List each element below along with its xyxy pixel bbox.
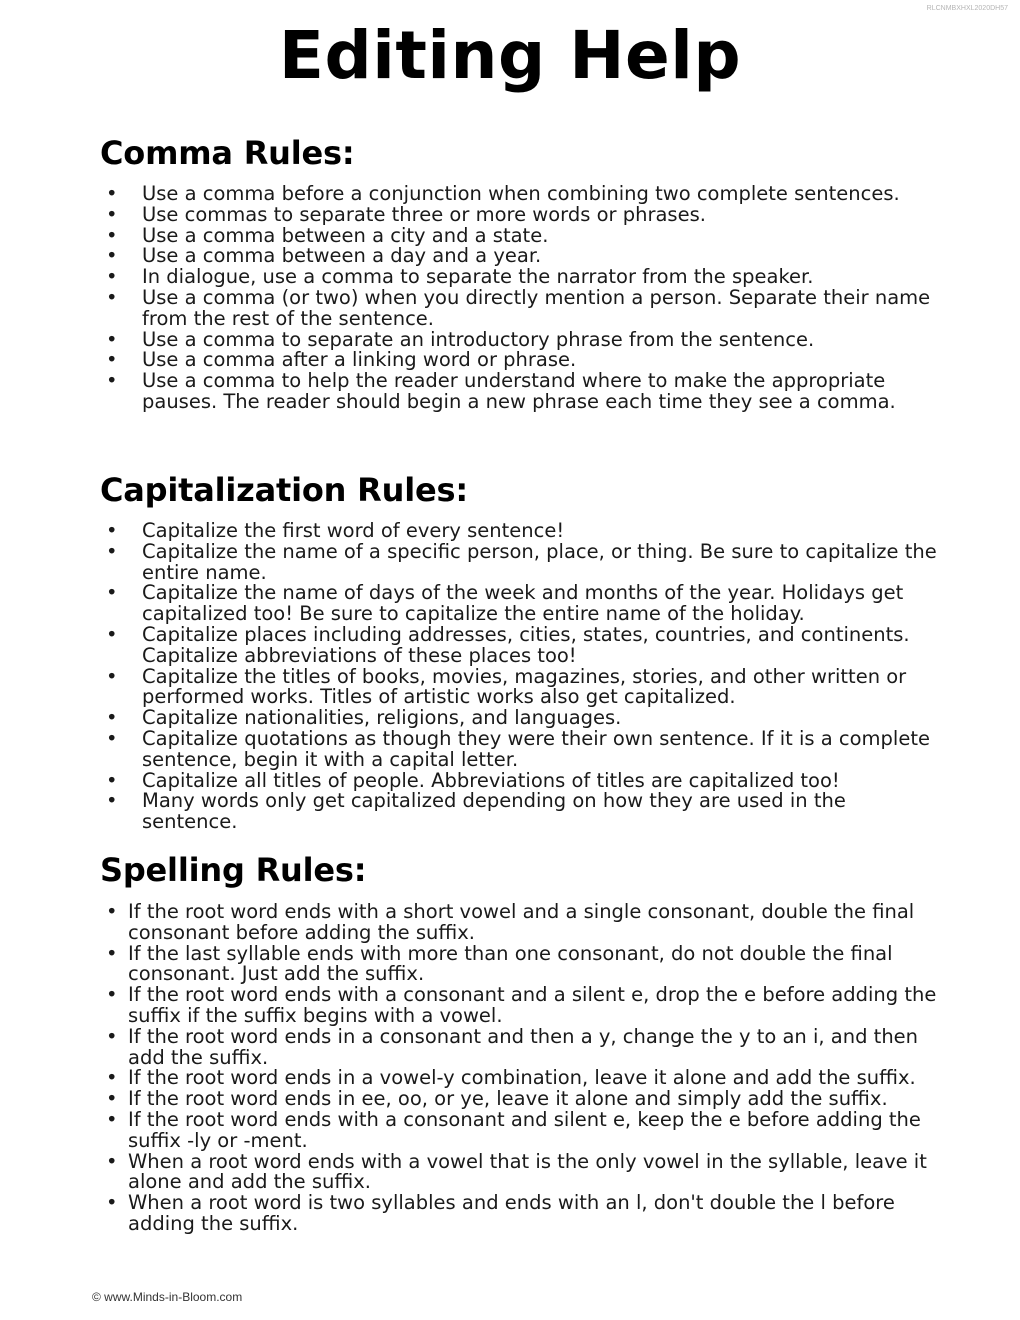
bullet-icon: • xyxy=(106,285,118,309)
list-item xyxy=(100,521,940,542)
rule-text: Use commas to separate three or more words or phrases. xyxy=(142,202,706,226)
bullet-icon: • xyxy=(106,1087,118,1111)
rule-text: If the root word ends with a short vowel and a single consonant, double the final consonant before adding the suffix. xyxy=(128,900,915,944)
bullet-icon: • xyxy=(106,1066,118,1090)
bullet-icon: • xyxy=(106,244,118,268)
list-item xyxy=(100,583,940,625)
rule-text: Use a comma to help the reader understand where to make the appropriate pauses. The reader should begin a new phrase each time they see a comma. xyxy=(142,369,896,413)
bullet-icon: • xyxy=(106,622,118,646)
capitalization-rules-heading: Capitalization Rules: xyxy=(100,471,468,509)
list-item xyxy=(100,1107,940,1152)
list-item xyxy=(100,1149,940,1194)
bullet-icon: • xyxy=(106,369,118,393)
list-item xyxy=(100,267,940,288)
bullet-icon: • xyxy=(106,182,118,205)
spelling-rules-list xyxy=(100,902,940,1235)
bullet-icon: • xyxy=(106,327,118,351)
comma-rules-list xyxy=(100,184,940,413)
rule-text: Use a comma before a conjunction when combining two complete sentences. xyxy=(142,182,900,205)
bullet-icon: • xyxy=(106,519,118,542)
bullet-icon: • xyxy=(106,1191,118,1215)
rule-text: Use a comma to separate an introductory phrase from the sentence. xyxy=(142,327,815,351)
page-title: Editing Help xyxy=(278,17,742,94)
rule-text: If the last syllable ends with more than one consonant, do not double the final consonant. Just add the suffix. xyxy=(128,941,893,986)
copyright-footer: © www.Minds-in-Bloom.com xyxy=(92,1290,243,1304)
bullet-icon: • xyxy=(106,348,118,372)
list-item xyxy=(100,202,940,226)
rule-text: Capitalize the titles of books, movies, magazines, stories, and other written or performed works. Titles of artistic works also get capitalized. xyxy=(142,664,907,709)
list-item xyxy=(100,371,940,413)
list-item xyxy=(100,1024,940,1069)
bullet-icon: • xyxy=(106,983,118,1007)
list-item xyxy=(100,985,940,1027)
rule-text: Use a comma (or two) when you directly mention a person. Separate their name from the rest of the sentence. xyxy=(142,285,931,330)
rule-text: Capitalize places including addresses, cities, states, countries, and continents. Capitalize abbreviations of these places too! xyxy=(142,622,910,667)
rule-text: In dialogue, use a comma to separate the narrator from the speaker. xyxy=(142,265,814,289)
bullet-icon: • xyxy=(106,581,118,605)
bullet-icon: • xyxy=(106,941,118,965)
list-item xyxy=(100,184,940,205)
rule-text: If the root word ends with a consonant and a silent e, drop the e before adding the suffix if the suffix begins with a vowel. xyxy=(128,983,937,1027)
comma-rules-heading: Comma Rules: xyxy=(100,134,355,172)
bullet-icon: • xyxy=(106,768,118,792)
rule-text: Use a comma after a linking word or phrase. xyxy=(142,348,577,372)
list-item xyxy=(100,327,940,351)
list-item xyxy=(100,726,940,771)
bullet-icon: • xyxy=(106,202,118,226)
rule-text: Use a comma between a city and a state. xyxy=(142,223,549,247)
rule-text: Capitalize the name of days of the week and months of the year. Holidays get capitalized too! Be sure to capitalize the entire name of the holiday. xyxy=(142,581,904,626)
rule-text: Capitalize the first word of every sentence! xyxy=(142,519,565,542)
list-item xyxy=(100,285,940,330)
list-item xyxy=(100,223,940,247)
list-item xyxy=(100,1068,940,1089)
bullet-icon: • xyxy=(106,1024,118,1048)
bullet-icon: • xyxy=(106,265,118,289)
spelling-rules-heading: Spelling Rules: xyxy=(100,851,367,889)
list-item xyxy=(100,350,940,371)
list-item xyxy=(100,708,940,729)
list-item xyxy=(100,902,940,944)
list-item xyxy=(100,941,940,986)
bullet-icon: • xyxy=(106,539,118,563)
rule-text: If the root word ends in a vowel-y combination, leave it alone and add the suffix. xyxy=(128,1066,916,1090)
document-code: RLCNMBXHXL2020DH57 xyxy=(926,5,1008,12)
bullet-icon: • xyxy=(106,223,118,247)
capitalization-rules-list xyxy=(100,521,940,833)
rule-text: Capitalize all titles of people. Abbreviations of titles are capitalized too! xyxy=(142,768,840,792)
list-item xyxy=(100,539,940,584)
bullet-icon: • xyxy=(106,900,118,923)
bullet-icon: • xyxy=(106,664,118,688)
list-item xyxy=(100,622,940,667)
rule-text: Capitalize the name of a specific person, place, or thing. Be sure to capitalize the entire name. xyxy=(142,539,937,584)
list-item xyxy=(100,664,940,709)
list-item xyxy=(100,1193,940,1235)
list-item xyxy=(100,791,940,833)
rule-text: Capitalize nationalities, religions, and languages. xyxy=(142,706,622,730)
rule-text: Capitalize quotations as though they were their own sentence. If it is a complete sentence, begin it with a capital letter. xyxy=(142,726,930,771)
bullet-icon: • xyxy=(106,1107,118,1131)
bullet-icon: • xyxy=(106,1149,118,1173)
rule-text: If the root word ends in ee, oo, or ye, leave it alone and simply add the suffix. xyxy=(128,1087,888,1111)
bullet-icon: • xyxy=(106,726,118,750)
rule-text: When a root word is two syllables and ends with an l, don't double the l before adding the suffix. xyxy=(128,1191,895,1235)
rule-text: Many words only get capitalized depending on how they are used in the sentence. xyxy=(142,789,846,834)
list-item xyxy=(100,1089,940,1110)
rule-text: If the root word ends in a consonant and then a y, change the y to an i, and then add the suffix. xyxy=(128,1024,919,1069)
rule-text: If the root word ends with a consonant and silent e, keep the e before adding the suffix -ly or -ment. xyxy=(128,1107,921,1152)
rule-text: Use a comma between a day and a year. xyxy=(142,244,542,268)
bullet-icon: • xyxy=(106,706,118,730)
list-item xyxy=(100,246,940,267)
list-item xyxy=(100,768,940,792)
rule-text: When a root word ends with a vowel that is the only vowel in the syllable, leave it alone and add the suffix. xyxy=(128,1149,927,1194)
bullet-icon: • xyxy=(106,789,118,813)
